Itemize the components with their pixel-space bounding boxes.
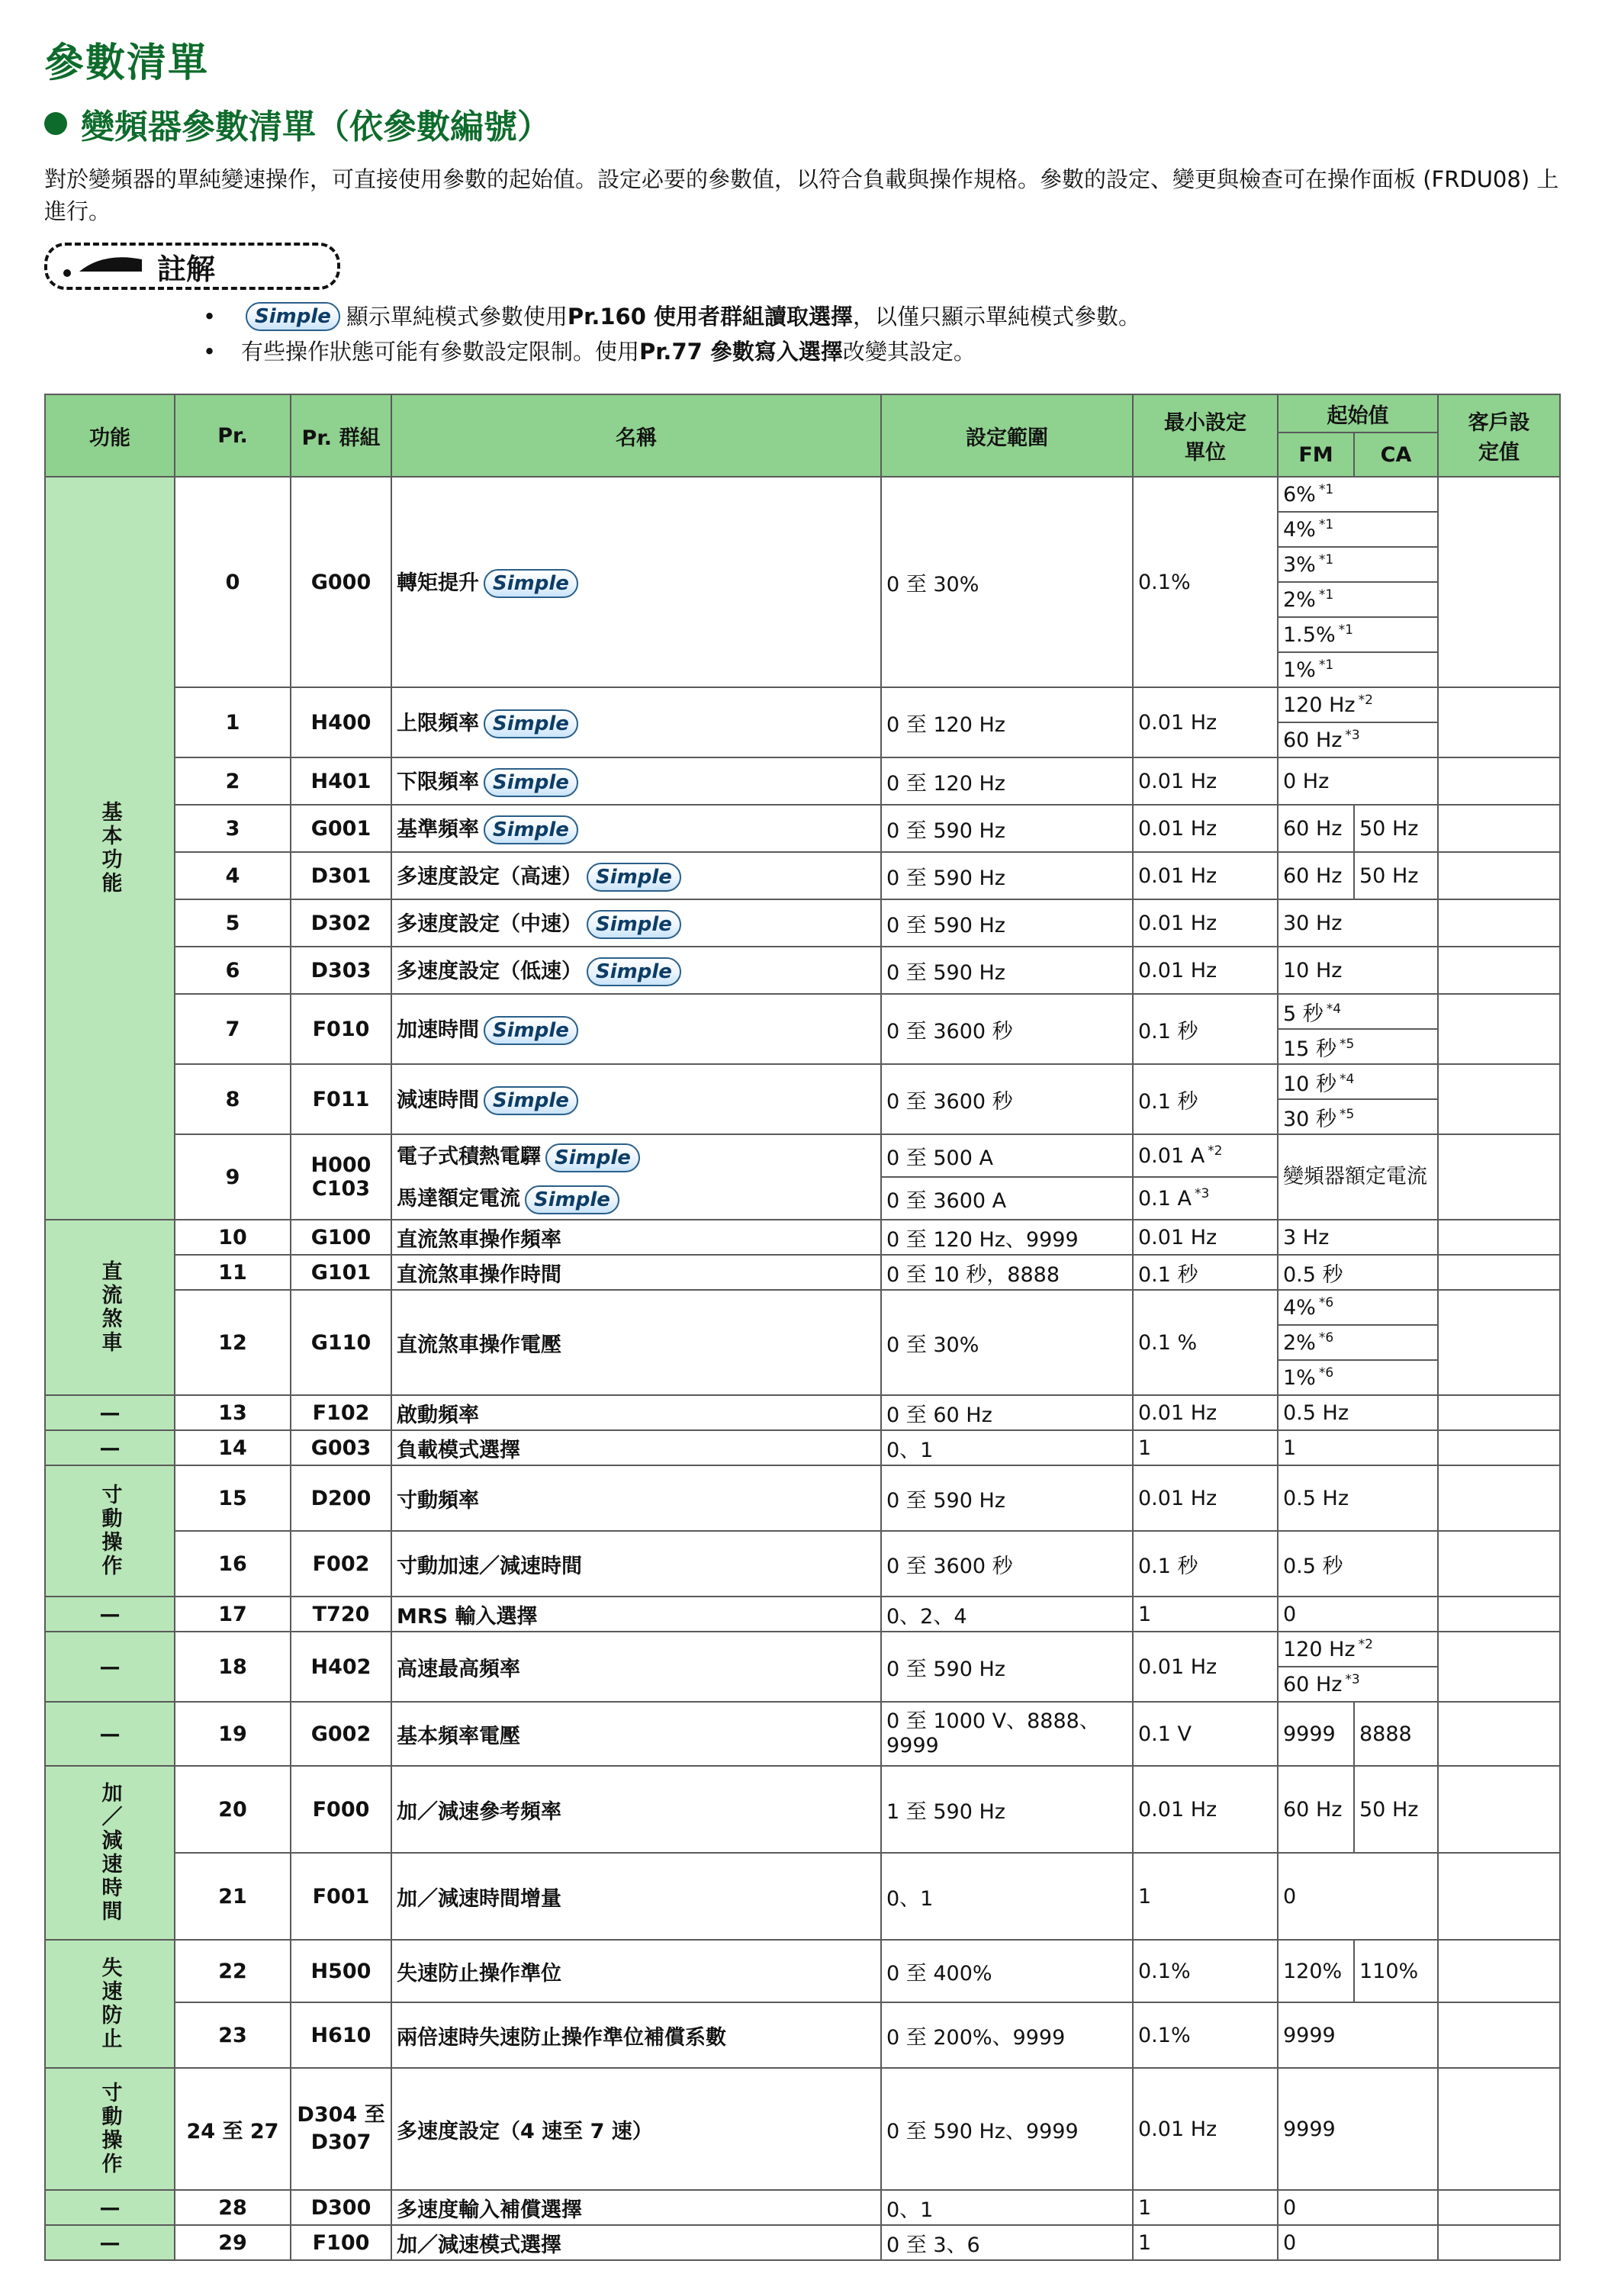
simple-mode-badge: Simple <box>484 815 578 844</box>
note-bullets <box>203 299 1561 369</box>
table-row <box>45 2068 1560 2190</box>
simple-mode-badge: Simple <box>587 910 681 939</box>
func-none: — <box>45 1597 175 1632</box>
note-box <box>44 243 340 290</box>
table-row <box>45 2190 1560 2225</box>
range-cell: 0、1 <box>881 1430 1133 1465</box>
unit-cell: 0.1 秒 <box>1133 1531 1278 1597</box>
initial-cell: 1% $^{*6}$ <box>1278 1360 1438 1395</box>
name-cell: 啟動頻率 <box>391 1395 881 1430</box>
name-cell: 兩倍速時失速防止操作準位補償系數 <box>391 2002 881 2068</box>
section-title <box>44 99 551 148</box>
name-cell: 減速時間 Simple <box>391 1064 881 1134</box>
initial-cell: 0.5 秒 <box>1278 1255 1438 1290</box>
initial-ca-cell: 50 Hz <box>1354 1766 1438 1853</box>
group-cell: G002 <box>291 1702 391 1766</box>
group-cell: G000 <box>291 477 391 687</box>
name-cell: 多速度輸入補償選擇 <box>391 2190 881 2225</box>
table-row <box>45 1940 1560 2002</box>
initial-cell: 2% $^{*6}$ <box>1278 1325 1438 1360</box>
group-cell: G110 <box>291 1290 391 1395</box>
list-item <box>203 334 1561 369</box>
table-row <box>45 899 1560 947</box>
pr-cell: 10 <box>175 1220 291 1255</box>
table-row <box>45 1255 1560 1290</box>
table-row <box>45 805 1560 852</box>
unit-cell: 1 <box>1133 1853 1278 1940</box>
name-cell: 基準頻率 Simple <box>391 805 881 852</box>
table-row <box>45 994 1560 1029</box>
header-customer: 客戶設定值 <box>1438 394 1560 477</box>
customer-cell <box>1438 1395 1560 1430</box>
range-cell: 0 至 400% <box>881 1940 1133 2002</box>
simple-mode-badge: Simple <box>484 709 578 738</box>
customer-cell <box>1438 1134 1560 1220</box>
customer-cell <box>1438 1465 1560 1531</box>
initial-cell: 9999 <box>1278 2068 1438 2190</box>
pr-cell: 22 <box>175 1940 291 2002</box>
initial-ca-cell: 50 Hz <box>1354 852 1438 899</box>
customer-cell <box>1438 2225 1560 2260</box>
range-cell: 0 至 590 Hz <box>881 852 1133 899</box>
initial-cell: 30 秒 $^{*5}$ <box>1278 1099 1438 1134</box>
range-cell: 0 至 3600 A <box>881 1177 1133 1220</box>
func-none: — <box>45 2225 175 2260</box>
header-initial: 起始值 <box>1278 394 1438 433</box>
table-row <box>45 1134 1560 1177</box>
customer-cell <box>1438 1766 1560 1853</box>
name-cell: 多速度設定（中速） Simple <box>391 899 881 947</box>
initial-fm-cell: 120% <box>1278 1940 1354 2002</box>
pr-cell: 17 <box>175 1597 291 1632</box>
name-cell: 加／減速時間增量 <box>391 1853 881 1940</box>
group-cell: D304 至 D307 <box>291 2068 391 2190</box>
group-cell: D200 <box>291 1465 391 1531</box>
table-row <box>45 1465 1560 1531</box>
initial-cell: 4% $^{*6}$ <box>1278 1290 1438 1325</box>
range-cell: 0、1 <box>881 1853 1133 1940</box>
name-cell: 多速度設定（4 速至 7 速） <box>391 2068 881 2190</box>
header-fm: FM <box>1278 433 1354 477</box>
group-cell: D301 <box>291 852 391 899</box>
unit-cell: 0.01 Hz <box>1133 899 1278 947</box>
unit-cell: 0.1% <box>1133 477 1278 687</box>
list-item <box>203 299 1561 334</box>
name-cell: MRS 輸入選擇 <box>391 1597 881 1632</box>
initial-cell: 0 <box>1278 1853 1438 1940</box>
group-cell: F002 <box>291 1531 391 1597</box>
bullet-text-prefix: 有些操作狀態可能有參數設定限制。使用 <box>241 339 640 365</box>
pr-cell: 11 <box>175 1255 291 1290</box>
initial-cell: 30 Hz <box>1278 899 1438 947</box>
initial-cell: 0 <box>1278 2225 1438 2260</box>
range-cell: 0 至 3600 秒 <box>881 994 1133 1064</box>
simple-mode-badge: Simple <box>246 302 340 331</box>
range-cell: 0 至 590 Hz <box>881 1465 1133 1531</box>
range-cell: 0 至 60 Hz <box>881 1395 1133 1430</box>
pr-cell: 15 <box>175 1465 291 1531</box>
pr-cell: 24 至 27 <box>175 2068 291 2190</box>
pr-cell: 0 <box>175 477 291 687</box>
initial-cell: 3 Hz <box>1278 1220 1438 1255</box>
initial-cell: 10 Hz <box>1278 947 1438 994</box>
range-cell: 0 至 590 Hz、9999 <box>881 2068 1133 2190</box>
group-cell: G003 <box>291 1430 391 1465</box>
initial-cell: 60 Hz $^{*3}$ <box>1278 722 1438 757</box>
pen-icon <box>58 255 150 278</box>
func-accel-decel: 加／減速時間 <box>45 1766 175 1940</box>
bullet-text-suffix: ，以僅只顯示單純模式參數。 <box>852 304 1140 330</box>
func-none: — <box>45 1395 175 1430</box>
table-row <box>45 1766 1560 1853</box>
customer-cell <box>1438 1632 1560 1702</box>
range-cell: 0 至 200%、9999 <box>881 2002 1133 2068</box>
table-row <box>45 2225 1560 2260</box>
unit-cell: 0.01 Hz <box>1133 1632 1278 1702</box>
simple-mode-badge: Simple <box>525 1185 619 1214</box>
name-cell: 多速度設定（低速） Simple <box>391 947 881 994</box>
initial-cell: 4% $^{*1}$ <box>1278 512 1438 547</box>
range-cell: 0 至 3600 秒 <box>881 1531 1133 1597</box>
group-cell: H500 <box>291 1940 391 2002</box>
pr-cell: 20 <box>175 1766 291 1853</box>
pr-cell: 7 <box>175 994 291 1064</box>
table-row <box>45 1531 1560 1597</box>
pr-cell: 9 <box>175 1134 291 1220</box>
pr-cell: 13 <box>175 1395 291 1430</box>
func-none: — <box>45 2190 175 2225</box>
unit-cell: 0.01 Hz <box>1133 687 1278 757</box>
name-cell: 加／減速參考頻率 <box>391 1766 881 1853</box>
name-cell: 多速度設定（高速） Simple <box>391 852 881 899</box>
range-cell: 0 至 1000 V、8888、9999 <box>881 1702 1133 1766</box>
initial-cell: 0 <box>1278 2190 1438 2225</box>
customer-cell <box>1438 1597 1560 1632</box>
group-cell: D302 <box>291 899 391 947</box>
pr-cell: 29 <box>175 2225 291 2260</box>
initial-cell: 60 Hz $^{*3}$ <box>1278 1667 1438 1702</box>
customer-cell <box>1438 1255 1560 1290</box>
unit-cell: 0.1 V <box>1133 1702 1278 1766</box>
table-row <box>45 852 1560 899</box>
note-label: 註解 <box>157 252 216 286</box>
customer-cell <box>1438 1064 1560 1134</box>
customer-cell <box>1438 1430 1560 1465</box>
initial-fm-cell: 9999 <box>1278 1702 1354 1766</box>
name-cell: 負載模式選擇 <box>391 1430 881 1465</box>
header-range: 設定範圍 <box>881 394 1133 477</box>
table-row <box>45 947 1560 994</box>
table-row <box>45 1430 1560 1465</box>
range-cell: 1 至 590 Hz <box>881 1766 1133 1853</box>
func-none: — <box>45 1702 175 1766</box>
unit-cell: 0.01 Hz <box>1133 947 1278 994</box>
unit-cell: 0.01 Hz <box>1133 1766 1278 1853</box>
pr-cell: 4 <box>175 852 291 899</box>
table-row <box>45 477 1560 512</box>
pr-cell: 2 <box>175 757 291 805</box>
table-row <box>45 1597 1560 1632</box>
customer-cell <box>1438 2068 1560 2190</box>
group-cell: F001 <box>291 1853 391 1940</box>
simple-mode-badge: Simple <box>484 768 578 797</box>
simple-mode-badge: Simple <box>484 1086 578 1115</box>
initial-cell: 0 Hz <box>1278 757 1438 805</box>
group-cell: F010 <box>291 994 391 1064</box>
table-row <box>45 687 1560 722</box>
simple-mode-badge: Simple <box>484 569 578 598</box>
pr-cell: 3 <box>175 805 291 852</box>
range-cell: 0 至 500 A <box>881 1134 1133 1177</box>
customer-cell <box>1438 477 1560 687</box>
name-cell: 寸動頻率 <box>391 1465 881 1531</box>
pr-cell: 12 <box>175 1290 291 1395</box>
func-dc-brake: 直流煞車 <box>45 1220 175 1395</box>
unit-cell: 1 <box>1133 2190 1278 2225</box>
range-cell: 0 至 10 秒，8888 <box>881 1255 1133 1290</box>
header-ca: CA <box>1354 433 1438 477</box>
name-cell: 基本頻率電壓 <box>391 1702 881 1766</box>
group-cell: D300 <box>291 2190 391 2225</box>
customer-cell <box>1438 1702 1560 1766</box>
func-stall-prevention: 失速防止 <box>45 1940 175 2068</box>
initial-cell: 0.5 Hz <box>1278 1395 1438 1430</box>
unit-cell: 0.01 Hz <box>1133 1220 1278 1255</box>
initial-cell: 0.5 秒 <box>1278 1531 1438 1597</box>
range-cell: 0 至 120 Hz、9999 <box>881 1220 1133 1255</box>
initial-fm-cell: 60 Hz <box>1278 805 1354 852</box>
func-none: — <box>45 1632 175 1702</box>
range-cell: 0 至 590 Hz <box>881 805 1133 852</box>
initial-cell: 3% $^{*1}$ <box>1278 547 1438 582</box>
pr-cell: 14 <box>175 1430 291 1465</box>
table-row <box>45 1632 1560 1667</box>
customer-cell <box>1438 805 1560 852</box>
customer-cell <box>1438 947 1560 994</box>
customer-cell <box>1438 1940 1560 2002</box>
customer-cell <box>1438 2002 1560 2068</box>
bullet-icon: • <box>203 339 217 365</box>
header-name: 名稱 <box>391 394 881 477</box>
range-cell: 0 至 3600 秒 <box>881 1064 1133 1134</box>
group-cell: H401 <box>291 757 391 805</box>
initial-ca-cell: 110% <box>1354 1940 1438 2002</box>
unit-cell: 0.01 A $^{*2}$ <box>1133 1134 1278 1177</box>
unit-cell: 0.1% <box>1133 2002 1278 2068</box>
initial-cell: 15 秒 $^{*5}$ <box>1278 1029 1438 1064</box>
initial-cell: 1% $^{*1}$ <box>1278 652 1438 687</box>
range-cell: 0 至 120 Hz <box>881 757 1133 805</box>
table-row <box>45 1220 1560 1255</box>
initial-cell: 2% $^{*1}$ <box>1278 582 1438 617</box>
initial-cell: 9999 <box>1278 2002 1438 2068</box>
range-cell: 0 至 3、6 <box>881 2225 1133 2260</box>
initial-cell: 變頻器額定電流 <box>1278 1134 1438 1220</box>
simple-mode-badge: Simple <box>484 1016 578 1045</box>
unit-cell: 0.1 秒 <box>1133 1255 1278 1290</box>
group-cell: G100 <box>291 1220 391 1255</box>
pr-cell: 5 <box>175 899 291 947</box>
customer-cell <box>1438 1531 1560 1597</box>
bullet-text-bold: Pr.160 使用者群組讀取選擇 <box>567 304 853 330</box>
group-cell: H402 <box>291 1632 391 1702</box>
pr-cell: 18 <box>175 1632 291 1702</box>
name-cell: 加／減速模式選擇 <box>391 2225 881 2260</box>
range-cell: 0 至 120 Hz <box>881 687 1133 757</box>
initial-cell: 120 Hz $^{*2}$ <box>1278 687 1438 722</box>
initial-cell: 6% $^{*1}$ <box>1278 477 1438 512</box>
table-row <box>45 1395 1560 1430</box>
intro-paragraph: 對於變頻器的單純變速操作，可直接使用參數的起始值。設定必要的參數值，以符合負載與操作規格。參數的設定、變更與檢查可在操作面板 (FRDU08) 上進行。 <box>44 166 1559 224</box>
initial-ca-cell: 50 Hz <box>1354 805 1438 852</box>
name-cell: 馬達額定電流 Simple <box>391 1177 881 1220</box>
unit-cell: 0.1% <box>1133 1940 1278 2002</box>
customer-cell <box>1438 687 1560 757</box>
unit-cell: 1 <box>1133 1430 1278 1465</box>
func-none: — <box>45 1430 175 1465</box>
initial-cell: 5 秒 $^{*4}$ <box>1278 994 1438 1029</box>
unit-cell: 0.01 Hz <box>1133 1395 1278 1430</box>
range-cell: 0 至 590 Hz <box>881 947 1133 994</box>
header-pr: Pr. <box>175 394 291 477</box>
unit-cell: 0.01 Hz <box>1133 1465 1278 1531</box>
simple-mode-badge: Simple <box>545 1143 640 1172</box>
page-title: 參數清單 <box>44 40 210 86</box>
customer-cell <box>1438 852 1560 899</box>
initial-cell: 0.5 Hz <box>1278 1465 1438 1531</box>
parameter-table <box>44 394 1561 2261</box>
pr-cell: 21 <box>175 1853 291 1940</box>
unit-cell: 1 <box>1133 1597 1278 1632</box>
bullet-text-prefix: 顯示單純模式參數使用 <box>346 304 568 330</box>
pr-cell: 8 <box>175 1064 291 1134</box>
unit-cell: 0.01 Hz <box>1133 757 1278 805</box>
name-cell: 加速時間 Simple <box>391 994 881 1064</box>
name-cell: 直流煞車操作頻率 <box>391 1220 881 1255</box>
group-cell: H610 <box>291 2002 391 2068</box>
unit-cell: 0.1 秒 <box>1133 1064 1278 1134</box>
initial-fm-cell: 60 Hz <box>1278 852 1354 899</box>
group-cell: F100 <box>291 2225 391 2260</box>
customer-cell <box>1438 757 1560 805</box>
header-func: 功能 <box>45 394 175 477</box>
table-row <box>45 1702 1560 1766</box>
section-title-text: 變頻器參數清單（依參數編號） <box>81 108 551 146</box>
unit-cell: 0.1 % <box>1133 1290 1278 1395</box>
range-cell: 0 至 590 Hz <box>881 899 1133 947</box>
initial-cell: 10 秒 $^{*4}$ <box>1278 1064 1438 1099</box>
initial-cell: 120 Hz $^{*2}$ <box>1278 1632 1438 1667</box>
unit-cell: 1 <box>1133 2225 1278 2260</box>
initial-ca-cell: 8888 <box>1354 1702 1438 1766</box>
func-jog-2: 寸動操作 <box>45 2068 175 2190</box>
unit-cell: 0.1 秒 <box>1133 994 1278 1064</box>
customer-cell <box>1438 994 1560 1064</box>
bullet-dot-icon <box>44 112 67 135</box>
pr-cell: 19 <box>175 1702 291 1766</box>
customer-cell <box>1438 2190 1560 2225</box>
group-cell: G001 <box>291 805 391 852</box>
group-cell: T720 <box>291 1597 391 1632</box>
table-row <box>45 757 1560 805</box>
customer-cell <box>1438 1290 1560 1395</box>
func-basic: 基本功能 <box>45 477 175 1220</box>
table-row <box>45 1064 1560 1099</box>
header-unit: 最小設定單位 <box>1133 394 1278 477</box>
group-cell: F102 <box>291 1395 391 1430</box>
table-row <box>45 2002 1560 2068</box>
initial-cell: 1 <box>1278 1430 1438 1465</box>
table-row <box>45 1853 1560 1940</box>
group-cell: D303 <box>291 947 391 994</box>
name-cell: 直流煞車操作電壓 <box>391 1290 881 1395</box>
simple-mode-badge: Simple <box>587 957 681 986</box>
pr-cell: 23 <box>175 2002 291 2068</box>
pr-cell: 16 <box>175 1531 291 1597</box>
group-cell: H400 <box>291 687 391 757</box>
name-cell: 電子式積熱電驛 Simple <box>391 1134 881 1177</box>
pr-cell: 1 <box>175 687 291 757</box>
range-cell: 0 至 590 Hz <box>881 1632 1133 1702</box>
pr-cell: 28 <box>175 2190 291 2225</box>
customer-cell <box>1438 1853 1560 1940</box>
name-cell: 高速最高頻率 <box>391 1632 881 1702</box>
name-cell: 下限頻率 Simple <box>391 757 881 805</box>
bullet-text-suffix: 改變其設定。 <box>842 339 976 365</box>
pr-cell: 6 <box>175 947 291 994</box>
unit-cell: 0.01 Hz <box>1133 805 1278 852</box>
unit-cell: 0.01 Hz <box>1133 852 1278 899</box>
simple-mode-badge: Simple <box>587 863 681 892</box>
table-row <box>45 1290 1560 1325</box>
group-cell: G101 <box>291 1255 391 1290</box>
unit-cell: 0.01 Hz <box>1133 2068 1278 2190</box>
name-cell: 寸動加速／減速時間 <box>391 1531 881 1597</box>
unit-cell: 0.1 A $^{*3}$ <box>1133 1177 1278 1220</box>
name-cell: 失速防止操作準位 <box>391 1940 881 2002</box>
range-cell: 0、2、4 <box>881 1597 1133 1632</box>
bullet-text-bold: Pr.77 參數寫入選擇 <box>639 339 843 365</box>
bullet-icon: • <box>203 304 217 330</box>
func-jog: 寸動操作 <box>45 1465 175 1597</box>
name-cell: 直流煞車操作時間 <box>391 1255 881 1290</box>
group-cell: F000 <box>291 1766 391 1853</box>
initial-cell: 0 <box>1278 1597 1438 1632</box>
name-cell: 轉矩提升 Simple <box>391 477 881 687</box>
group-cell: H000 C103 <box>291 1134 391 1220</box>
range-cell: 0 至 30% <box>881 1290 1133 1395</box>
customer-cell <box>1438 899 1560 947</box>
initial-cell: 1.5% $^{*1}$ <box>1278 617 1438 652</box>
initial-fm-cell: 60 Hz <box>1278 1766 1354 1853</box>
customer-cell <box>1438 1220 1560 1255</box>
name-cell: 上限頻率 Simple <box>391 687 881 757</box>
group-cell: F011 <box>291 1064 391 1134</box>
range-cell: 0、1 <box>881 2190 1133 2225</box>
range-cell: 0 至 30% <box>881 477 1133 687</box>
header-group: Pr. 群組 <box>291 394 391 477</box>
